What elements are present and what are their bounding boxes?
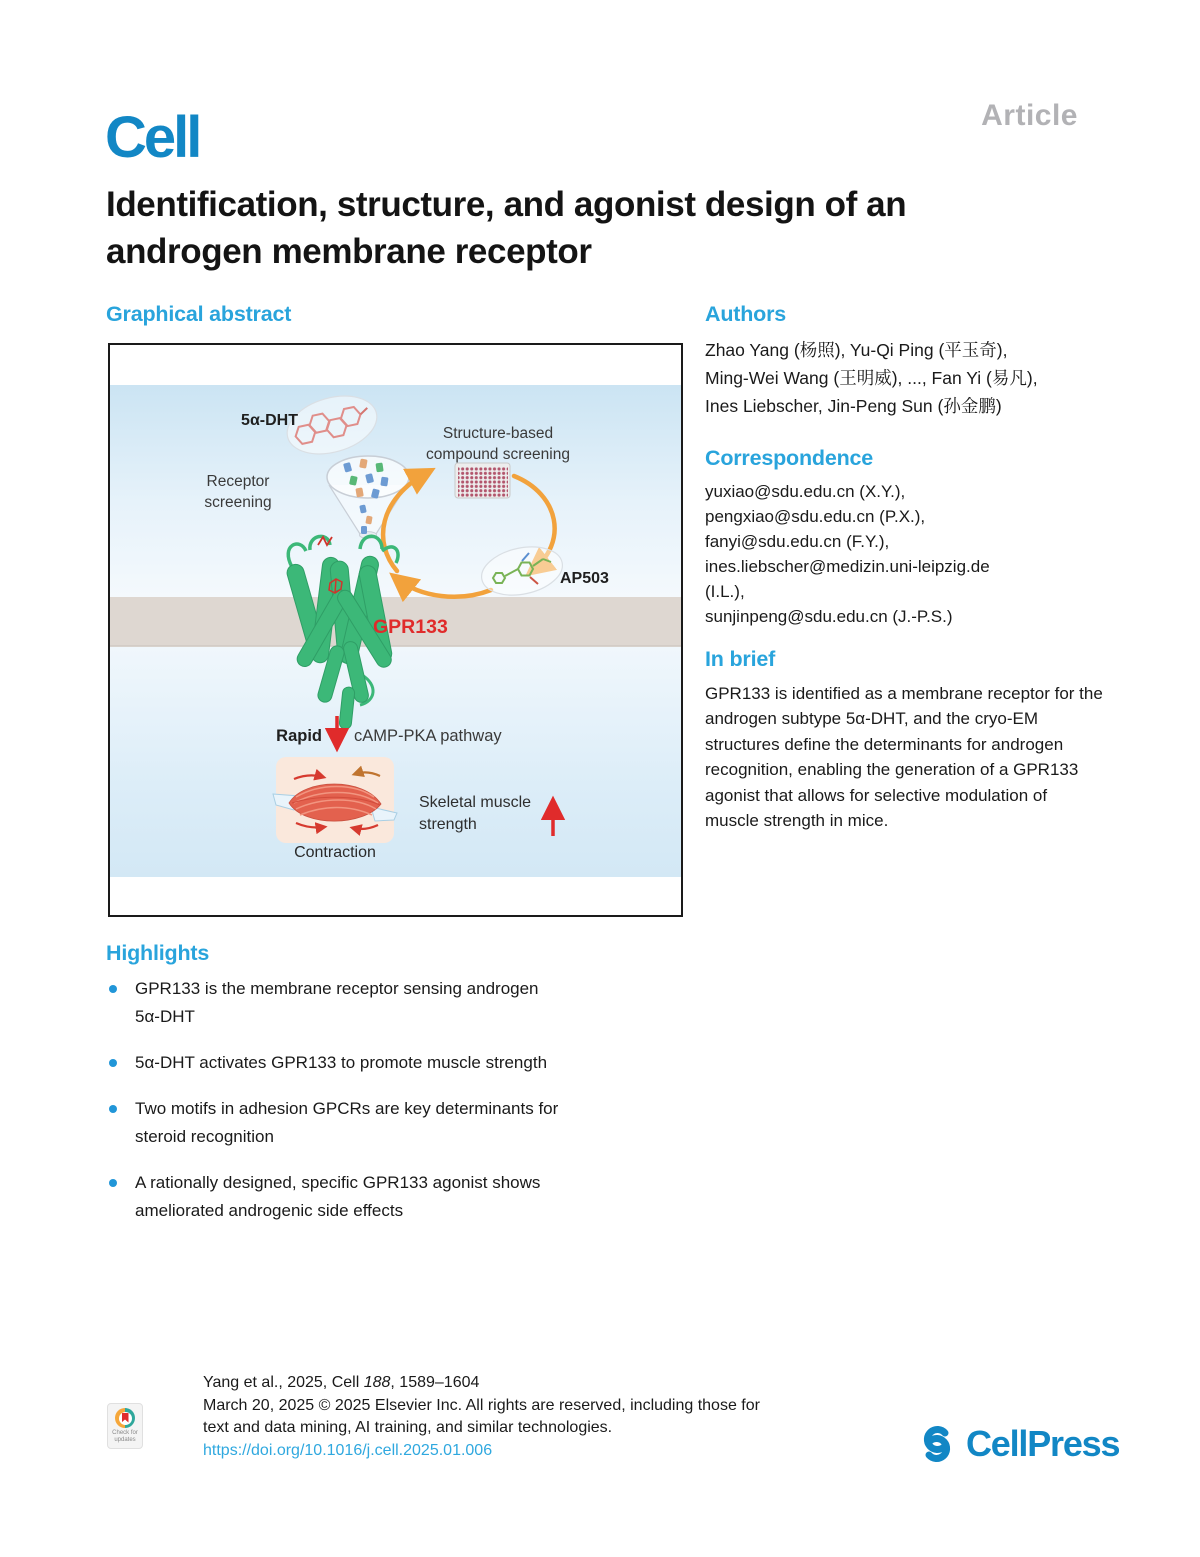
receptor-screening-label-line1: Receptor [206,473,270,490]
compound-screening-label-line2: compound screening [426,446,570,463]
cellpress-wordmark: CellPress [966,1423,1120,1464]
highlight-item [107,1049,707,1077]
citation-volume: 188 [363,1374,391,1391]
citation-line: Yang et al., 2025, Cell 188, 1589–1604 [203,1374,480,1391]
muscle-contraction-panel [273,757,397,843]
highlight-line: GPR133 is the membrane receptor sensing androgen [135,979,539,998]
correspondence-email: (I.L.), [705,582,745,601]
gpr133-label: GPR133 [373,616,448,638]
highlight-line: A rationally designed, specific GPR133 agonist shows [135,1173,541,1192]
bullet-icon [109,1179,117,1187]
author-line: Zhao Yang (杨照), Yu-Qi Ping (平玉奇), [705,340,1008,360]
highlight-line: 5α-DHT activates GPR133 to promote muscle strength [135,1053,548,1072]
bullet-icon [109,985,117,993]
copyright-line1: March 20, 2025 © 2025 Elsevier Inc. All rights are reserved, including those for [203,1396,760,1414]
correspondence-email: fanyi@sdu.edu.cn (F.Y.), [705,532,890,551]
paper-title [106,181,1066,275]
highlight-item [107,975,707,1031]
highlights-list [107,975,707,1243]
correspondence-email: sunjinpeng@sdu.edu.cn (J.-P.S.) [705,607,953,626]
membrane-edge [110,645,681,647]
graphical-abstract-figure [108,343,683,917]
pathway-label: cAMP-PKA pathway [354,727,502,745]
correspondence-heading: Correspondence [705,446,874,470]
in-brief-text: GPR133 is identified as a membrane receptor for the androgen subtype 5α-DHT, and the cryo-EM structures define the determinants for androgen recognition, enabling the generation of a GPR133 agonist that allows for selective modulation of muscle strength in mice. [705,684,1103,831]
highlight-line: ameliorated androgenic side effects [135,1201,404,1220]
correspondence-list [705,479,1125,629]
receptor-screening-label-line2: screening [204,494,272,511]
cellpress-logo[interactable] [913,1423,1119,1465]
bookmark-icon [122,1413,129,1423]
correspondence-email: yuxiao@sdu.edu.cn (X.Y.), [705,482,906,501]
cellpress-knot-icon [913,1424,961,1464]
bullet-icon [109,1059,117,1067]
correspondence-email: pengxiao@sdu.edu.cn (P.X.), [705,507,926,526]
doi-link[interactable]: https://doi.org/10.1016/j.cell.2025.01.006 [203,1441,493,1459]
rapid-label: Rapid [276,727,322,745]
highlight-line: steroid recognition [135,1127,274,1146]
badge-text-line2: updates [114,1437,136,1443]
badge-text-line1: Check for [112,1430,138,1436]
highlight-line: 5α-DHT [135,1007,195,1026]
author-line: Ines Liebscher, Jin-Peng Sun (孙金鹏) [705,396,1002,416]
dht-label: 5α-DHT [241,412,298,429]
highlight-line: Two motifs in adhesion GPCRs are key determinants for [135,1099,559,1118]
citation-block [203,1372,843,1462]
paper-title-line1: Identification, structure, and agonist design of an [106,185,907,224]
highlights-heading: Highlights [106,941,210,965]
screening-microplate-icon [455,463,510,498]
contraction-label: Contraction [294,844,376,861]
paper-title-line2: androgen membrane receptor [106,232,592,271]
skeletal-muscle-label-line1: Skeletal muscle [419,794,532,811]
authors-list [705,336,1125,420]
bullet-icon [109,1105,117,1113]
authors-heading: Authors [705,302,787,326]
in-brief-heading: In brief [705,647,776,671]
compound-screening-label-line1: Structure-based [442,425,554,442]
highlight-item [107,1095,707,1151]
article-type-label: Article [981,99,1078,132]
skeletal-muscle-label-line2: strength [419,816,477,833]
intracellular-region [110,647,681,877]
cell-journal-logo: Cell [105,105,200,170]
correspondence-email: ines.liebscher@medizin.uni-leipzig.de [705,557,990,576]
graphical-abstract-heading: Graphical abstract [106,302,292,326]
check-for-updates-badge[interactable] [107,1403,143,1449]
author-line: Ming-Wei Wang (王明威), ..., Fan Yi (易凡), [705,368,1038,388]
graphical-abstract-svg [110,345,681,915]
copyright-line2: text and data mining, AI training, and similar technologies. [203,1419,613,1436]
check-for-updates-icon [115,1408,135,1428]
highlight-item [107,1169,707,1225]
ap503-label: AP503 [560,570,609,587]
